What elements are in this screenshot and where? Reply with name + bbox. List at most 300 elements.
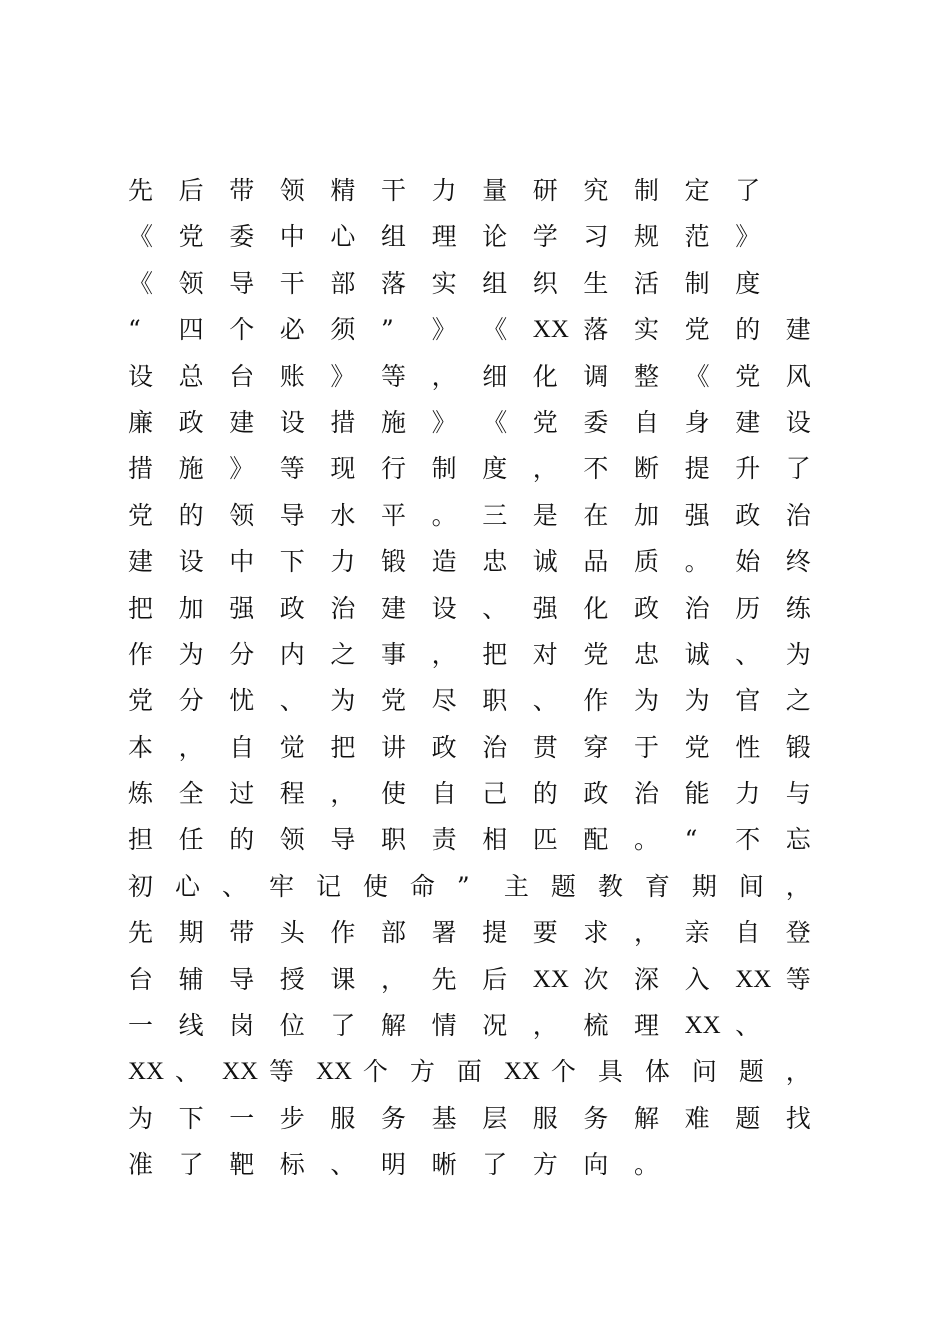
glyph: 使 [362, 871, 388, 901]
glyph: 靶 [229, 1150, 255, 1180]
glyph: 组 [381, 222, 407, 252]
glyph: 担 [128, 825, 154, 855]
text-line [128, 354, 848, 400]
glyph: 之 [330, 639, 356, 669]
glyph: 基 [431, 1103, 457, 1133]
text-line [128, 214, 848, 260]
glyph: 账 [279, 361, 305, 391]
glyph: 了 [735, 176, 761, 205]
glyph: 三 [482, 500, 508, 530]
body-paragraph [128, 168, 848, 1189]
glyph: 本 [128, 732, 154, 762]
glyph: 治 [634, 779, 660, 809]
glyph: 心 [174, 871, 200, 901]
glyph: 设 [279, 407, 305, 437]
glyph: 务 [583, 1103, 609, 1133]
glyph: 位 [279, 1011, 305, 1041]
glyph: 了 [482, 1150, 508, 1180]
glyph: 制 [634, 176, 660, 205]
glyph: 干 [381, 176, 407, 205]
glyph: 一 [229, 1103, 255, 1133]
glyph: 、 [735, 639, 761, 669]
glyph: 自 [229, 732, 255, 762]
glyph: 历 [735, 593, 761, 623]
glyph: 究 [583, 176, 609, 205]
glyph: XX [532, 316, 569, 344]
glyph: 领 [279, 176, 305, 205]
glyph: 导 [229, 268, 255, 298]
text-line [128, 725, 848, 771]
glyph: 把 [330, 732, 356, 762]
glyph: 须 [330, 315, 356, 345]
glyph: 、 [221, 871, 247, 901]
glyph: 研 [532, 176, 558, 205]
glyph: 难 [684, 1103, 710, 1133]
glyph: 政 [431, 732, 457, 762]
glyph: 职 [482, 686, 508, 716]
text-line [128, 400, 848, 446]
glyph: 政 [178, 407, 204, 437]
glyph: 具 [597, 1057, 623, 1087]
glyph: 期 [691, 871, 717, 901]
glyph: 服 [330, 1103, 356, 1133]
glyph: 作 [583, 686, 609, 716]
glyph: 实 [431, 268, 457, 298]
glyph: 登 [785, 918, 811, 948]
glyph: 理 [431, 222, 457, 252]
glyph: 建 [785, 315, 811, 345]
glyph: 领 [279, 825, 305, 855]
glyph: 了 [178, 1150, 204, 1180]
text-line [128, 1096, 848, 1142]
glyph: 细 [482, 361, 508, 391]
glyph: 层 [482, 1103, 508, 1133]
glyph: 质 [634, 547, 660, 577]
glyph: 度 [735, 268, 761, 298]
glyph: 治 [482, 732, 508, 762]
glyph: 建 [735, 407, 761, 437]
glyph: 强 [229, 593, 255, 623]
text-line [128, 864, 848, 910]
glyph: 任 [178, 825, 204, 855]
glyph: 辅 [178, 964, 204, 994]
text-line [128, 446, 848, 492]
glyph: 方 [409, 1057, 435, 1087]
glyph: 生 [583, 268, 609, 298]
glyph: 课 [330, 964, 356, 994]
glyph: XX [684, 1012, 721, 1040]
glyph: 觉 [279, 732, 305, 762]
glyph: 自 [431, 779, 457, 809]
glyph: 次 [583, 964, 609, 994]
glyph: 情 [431, 1011, 457, 1041]
glyph: 诚 [684, 639, 710, 669]
glyph: 力 [330, 547, 356, 577]
glyph: 中 [229, 547, 255, 577]
glyph: 明 [381, 1150, 407, 1180]
glyph: 了 [785, 454, 811, 484]
glyph: 求 [583, 918, 609, 948]
glyph: 忧 [229, 686, 255, 716]
glyph: 准 [128, 1150, 154, 1180]
glyph: ， [785, 871, 811, 901]
glyph: ， [178, 732, 204, 762]
glyph: 党 [128, 500, 154, 530]
glyph: 提 [684, 454, 710, 484]
glyph: 规 [634, 222, 660, 252]
glyph: 全 [178, 779, 204, 809]
glyph: 治 [684, 593, 710, 623]
glyph: 贯 [532, 732, 558, 762]
glyph: 命 [409, 871, 435, 901]
glyph: 了 [330, 1011, 356, 1041]
text-line [128, 261, 848, 307]
glyph: 一 [128, 1011, 154, 1041]
glyph: 亲 [684, 918, 710, 948]
text-line [128, 586, 848, 632]
glyph: 中 [279, 222, 305, 252]
glyph: 炼 [128, 779, 154, 809]
glyph: 于 [634, 732, 660, 762]
glyph: 向 [583, 1150, 609, 1180]
glyph: 入 [684, 964, 710, 994]
text-line [128, 817, 848, 863]
glyph: 把 [128, 593, 154, 623]
glyph: 服 [532, 1103, 558, 1133]
glyph: 内 [279, 639, 305, 669]
glyph: 等 [785, 964, 811, 994]
glyph: 织 [532, 268, 558, 298]
glyph: 。 [634, 1150, 660, 1180]
glyph: 的 [229, 825, 255, 855]
text-line [128, 771, 848, 817]
glyph: 施 [178, 454, 204, 484]
glyph: 作 [128, 639, 154, 669]
glyph: 教 [597, 871, 623, 901]
glyph: 讲 [381, 732, 407, 762]
glyph: 强 [532, 593, 558, 623]
glyph: 力 [735, 779, 761, 809]
glyph: 加 [178, 593, 204, 623]
glyph: ， [431, 639, 457, 669]
glyph: 升 [735, 454, 761, 484]
glyph: 党 [128, 686, 154, 716]
glyph: 匹 [532, 825, 558, 855]
glyph: 实 [634, 315, 660, 345]
glyph: 品 [583, 547, 609, 577]
glyph: 配 [583, 825, 609, 855]
glyph: 为 [634, 686, 660, 716]
glyph: 治 [330, 593, 356, 623]
glyph: 育 [644, 871, 670, 901]
glyph: 导 [229, 964, 255, 994]
glyph: 锻 [785, 732, 811, 762]
glyph: 之 [785, 686, 811, 716]
glyph: XX [735, 965, 772, 993]
glyph: 整 [634, 361, 660, 391]
glyph: 、 [330, 1150, 356, 1180]
glyph: 为 [684, 686, 710, 716]
glyph: 解 [634, 1103, 660, 1133]
glyph: 。 [431, 500, 457, 530]
glyph: ， [634, 918, 660, 948]
glyph: 党 [178, 222, 204, 252]
glyph: 造 [431, 547, 457, 577]
glyph: 领 [229, 500, 255, 530]
glyph: 部 [381, 918, 407, 948]
text-line [128, 1142, 848, 1188]
glyph: 初 [128, 871, 154, 901]
glyph: 为 [785, 639, 811, 669]
glyph: 分 [229, 639, 255, 669]
text-line [128, 957, 848, 1003]
glyph: 、 [735, 1011, 761, 1041]
glyph: 职 [381, 825, 407, 855]
glyph: 施 [381, 407, 407, 437]
glyph: “ [128, 315, 141, 345]
glyph: 台 [229, 361, 255, 391]
glyph: 先 [128, 918, 154, 948]
glyph: 岗 [229, 1011, 255, 1041]
glyph: 个 [550, 1057, 576, 1087]
glyph: XX [221, 1058, 259, 1086]
glyph: 事 [381, 639, 407, 669]
glyph: 带 [229, 918, 255, 948]
text-line [128, 307, 848, 353]
glyph: 四 [178, 315, 204, 345]
glyph: 梳 [583, 1011, 609, 1041]
glyph: 在 [583, 500, 609, 530]
glyph: 建 [381, 593, 407, 623]
glyph: 组 [482, 268, 508, 298]
glyph: 委 [229, 222, 255, 252]
glyph: 为 [330, 686, 356, 716]
glyph: 后 [178, 176, 204, 205]
glyph: 建 [229, 407, 255, 437]
text-line [128, 1003, 848, 1049]
glyph: 、 [532, 686, 558, 716]
glyph: 现 [330, 454, 356, 484]
glyph: 》 [330, 361, 356, 391]
glyph: 要 [532, 918, 558, 948]
glyph: ， [532, 1011, 558, 1041]
glyph: 理 [634, 1011, 660, 1041]
glyph: 化 [583, 593, 609, 623]
glyph: 》 [229, 454, 255, 484]
glyph: 解 [381, 1011, 407, 1041]
glyph: 过 [229, 779, 255, 809]
glyph: 度 [482, 454, 508, 484]
glyph: 落 [381, 268, 407, 298]
glyph: 、 [174, 1057, 200, 1087]
text-line [128, 910, 848, 956]
glyph: 程 [279, 779, 305, 809]
glyph: 责 [431, 825, 457, 855]
glyph: 、 [482, 593, 508, 623]
glyph: 党 [532, 407, 558, 437]
text-line [128, 493, 848, 539]
glyph: 牢 [268, 871, 294, 901]
glyph: ， [381, 964, 407, 994]
glyph: 题 [550, 871, 576, 901]
glyph: 治 [785, 500, 811, 530]
glyph: XX [503, 1058, 540, 1086]
glyph: 不 [735, 825, 761, 855]
glyph: 活 [634, 268, 660, 298]
glyph: 习 [583, 222, 609, 252]
glyph: 忘 [785, 825, 811, 855]
glyph: 下 [178, 1103, 204, 1133]
glyph: 下 [279, 547, 305, 577]
glyph: 自 [735, 918, 761, 948]
glyph: 况 [482, 1011, 508, 1041]
glyph: “ [684, 825, 698, 855]
glyph: 务 [381, 1103, 407, 1133]
glyph: XX [128, 1058, 165, 1086]
glyph: 水 [330, 500, 356, 530]
glyph: 学 [532, 222, 558, 252]
glyph: 分 [178, 686, 204, 716]
glyph: 》 [735, 222, 761, 252]
glyph: 落 [583, 315, 609, 345]
glyph: 。 [684, 547, 710, 577]
glyph: 己 [482, 779, 508, 809]
glyph: 对 [532, 639, 558, 669]
glyph: 先 [128, 176, 154, 205]
glyph: 设 [785, 407, 811, 437]
text-line [128, 632, 848, 678]
glyph: XX [315, 1058, 353, 1086]
glyph: 廉 [128, 407, 154, 437]
glyph: 党 [381, 686, 407, 716]
glyph: 《 [684, 361, 710, 391]
glyph: 的 [735, 315, 761, 345]
glyph: 设 [178, 547, 204, 577]
glyph: 等 [381, 361, 407, 391]
glyph: 力 [431, 176, 457, 205]
glyph: 穿 [583, 732, 609, 762]
glyph: 深 [634, 964, 660, 994]
glyph: 建 [128, 547, 154, 577]
glyph: 是 [532, 500, 558, 530]
glyph: 定 [684, 176, 710, 205]
glyph: 党 [684, 315, 710, 345]
glyph: 晰 [431, 1150, 457, 1180]
glyph: 身 [684, 407, 710, 437]
glyph: 后 [482, 964, 508, 994]
glyph: 、 [279, 686, 305, 716]
glyph: 加 [634, 500, 660, 530]
glyph: 终 [785, 547, 811, 577]
glyph: 平 [381, 500, 407, 530]
glyph: 强 [684, 500, 710, 530]
glyph: 为 [128, 1103, 154, 1133]
glyph: 。 [634, 825, 660, 855]
glyph: 题 [738, 1057, 764, 1087]
glyph: 问 [691, 1057, 717, 1087]
glyph: 风 [785, 361, 811, 391]
glyph: 的 [178, 500, 204, 530]
glyph: 领 [178, 268, 204, 298]
text-line [128, 539, 848, 585]
glyph: 行 [381, 454, 407, 484]
glyph: 措 [330, 407, 356, 437]
glyph: 作 [330, 918, 356, 948]
glyph: 体 [644, 1057, 670, 1087]
glyph: 个 [362, 1057, 388, 1087]
glyph: 《 [128, 222, 154, 252]
glyph: 始 [735, 547, 761, 577]
glyph: 政 [735, 500, 761, 530]
glyph: 》 [431, 407, 457, 437]
text-line [128, 1049, 848, 1095]
glyph: 党 [735, 361, 761, 391]
glyph: 化 [532, 361, 558, 391]
glyph: 党 [583, 639, 609, 669]
glyph: 诚 [532, 547, 558, 577]
glyph: 政 [583, 779, 609, 809]
glyph: 忠 [482, 547, 508, 577]
glyph: 带 [229, 176, 255, 205]
glyph: 量 [482, 176, 508, 205]
glyph: 导 [330, 825, 356, 855]
glyph: 《 [482, 315, 508, 345]
glyph: 为 [178, 639, 204, 669]
glyph: 授 [279, 964, 305, 994]
glyph: 与 [785, 779, 811, 809]
glyph: ， [330, 779, 356, 809]
glyph: 把 [482, 639, 508, 669]
glyph: 面 [456, 1057, 482, 1087]
glyph: 忠 [634, 639, 660, 669]
glyph: 练 [785, 593, 811, 623]
glyph: ” [381, 315, 394, 345]
glyph: 范 [684, 222, 710, 252]
glyph: 步 [279, 1103, 305, 1133]
glyph: 记 [315, 871, 341, 901]
glyph: 部 [330, 268, 356, 298]
glyph: 》 [431, 315, 457, 345]
glyph: 等 [279, 454, 305, 484]
glyph: 自 [634, 407, 660, 437]
glyph: 头 [279, 918, 305, 948]
glyph: 间 [738, 871, 764, 901]
glyph: 的 [532, 779, 558, 809]
glyph: 制 [431, 454, 457, 484]
glyph: 精 [330, 176, 356, 205]
glyph: 导 [279, 500, 305, 530]
glyph: 不 [583, 454, 609, 484]
glyph: 心 [330, 222, 356, 252]
glyph: 必 [279, 315, 305, 345]
glyph: 标 [279, 1150, 305, 1180]
glyph: 调 [583, 361, 609, 391]
glyph: 方 [532, 1150, 558, 1180]
glyph: 先 [431, 964, 457, 994]
glyph: 题 [735, 1103, 761, 1133]
glyph: 提 [482, 918, 508, 948]
glyph: 使 [381, 779, 407, 809]
glyph: 找 [785, 1103, 811, 1133]
glyph: 制 [684, 268, 710, 298]
glyph: 线 [178, 1011, 204, 1041]
glyph: 论 [482, 222, 508, 252]
glyph: 等 [268, 1057, 294, 1087]
text-line [128, 678, 848, 724]
glyph: 性 [735, 732, 761, 762]
glyph: 断 [634, 454, 660, 484]
glyph: 措 [128, 454, 154, 484]
